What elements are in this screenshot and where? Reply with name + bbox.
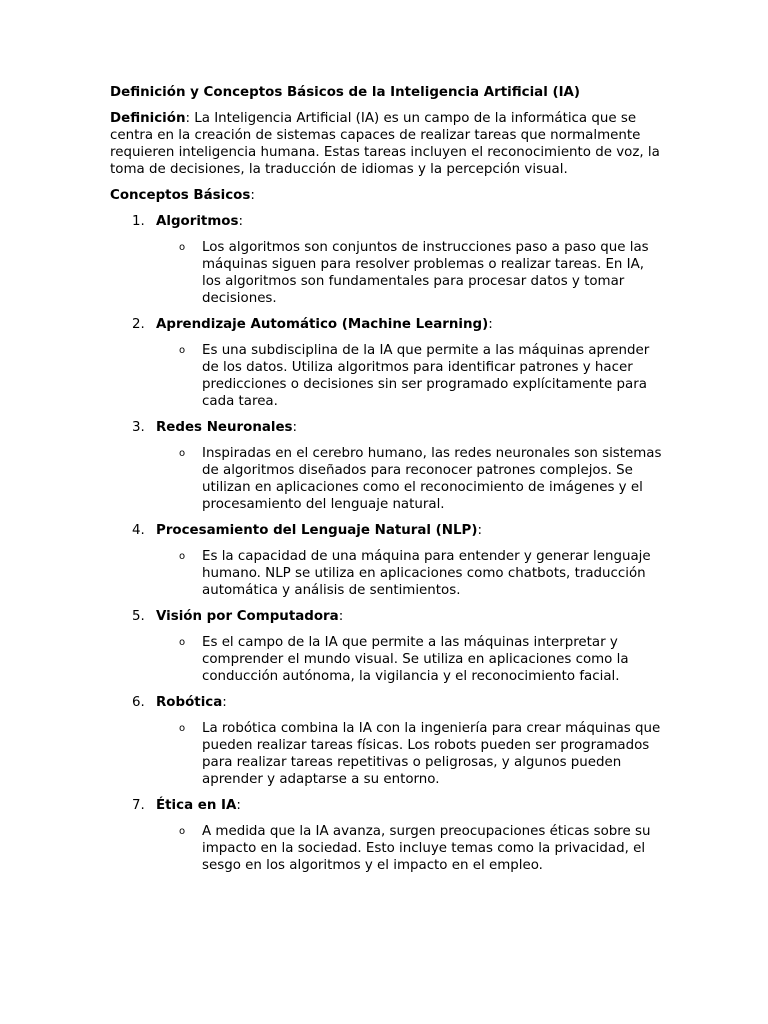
concept-description [110, 445, 662, 513]
concept-heading [110, 419, 662, 436]
definition-label: Definición [110, 111, 186, 126]
concept-description [110, 634, 662, 685]
document-title: Definición y Conceptos Básicos de la Inteligencia Artificial (IA) [110, 85, 581, 100]
bullet-icon: o [179, 551, 186, 562]
concept-item [110, 522, 662, 599]
bullet-icon: o [179, 826, 186, 837]
concept-colon: : [477, 523, 482, 538]
concept-description-text: Inspiradas en el cerebro humano, las redes neuronales son sistemas de algoritmos diseñados para reconocer patrones complejos. Se utilizan en aplicaciones como el reconocimiento de imágenes y el procesamiento del lenguaje natural. [202, 446, 662, 512]
concept-colon: : [292, 420, 298, 435]
concept-description-text: Es el campo de la IA que permite a las máquinas interpretar y comprender el mundo visual. Se utiliza en aplicaciones como la conducción autónoma, la vigilancia y el reconocimiento facial. [202, 635, 629, 684]
concept-name: Redes Neuronales [156, 420, 293, 435]
concept-heading [110, 213, 662, 230]
concept-heading [110, 522, 662, 539]
concept-colon: : [236, 798, 241, 813]
concept-description-text: Es una subdisciplina de la IA que permite a las máquinas aprender de los datos. Utiliza algoritmos para identificar patrones y hacer predicciones o decisiones sin ser programado explícitamente para cada tarea. [202, 343, 650, 409]
concepts-heading-colon: : [250, 188, 255, 203]
bullet-icon: o [179, 723, 186, 734]
concept-name: Aprendizaje Automático (Machine Learning) [156, 317, 489, 332]
concept-item [110, 797, 662, 874]
concept-colon: : [238, 214, 243, 229]
concept-colon: : [222, 695, 227, 710]
definition-paragraph [110, 110, 662, 178]
concept-name: Ética en IA [156, 798, 237, 813]
concept-name: Procesamiento del Lenguaje Natural (NLP) [156, 523, 478, 538]
concept-description-text: A medida que la IA avanza, surgen preocupaciones éticas sobre su impacto en la sociedad. Esto incluye temas como la privacidad, el sesgo en los algoritmos y el impacto en el empleo. [202, 824, 651, 873]
concept-heading [110, 316, 662, 333]
concept-colon: : [488, 317, 493, 332]
bullet-icon: o [179, 242, 186, 253]
concept-number: 6. [132, 695, 145, 710]
concept-description [110, 239, 662, 307]
concept-number: 3. [132, 420, 145, 435]
concepts-heading [110, 187, 662, 204]
concept-number: 5. [132, 609, 145, 624]
bullet-icon: o [179, 345, 186, 356]
concept-item [110, 608, 662, 685]
concept-item [110, 694, 662, 788]
concept-description [110, 720, 662, 788]
concept-heading [110, 694, 662, 711]
concept-description [110, 342, 662, 410]
concept-number: 7. [132, 798, 145, 813]
definition-text: La Inteligencia Artificial (IA) es un campo de la informática que se centra en la creación de sistemas capaces de realizar tareas que normalmente requieren inteligencia humana. Estas tareas incluyen el reconocimiento de voz, la toma de decisiones, la traducción de idiomas y la percepción visual. [110, 111, 660, 177]
concept-number: 2. [132, 317, 145, 332]
concept-item [110, 419, 662, 513]
concept-name: Robótica [156, 695, 223, 710]
definition-colon: : [185, 111, 191, 126]
concepts-heading-label: Conceptos Básicos [110, 188, 251, 203]
concept-description-text: La robótica combina la IA con la ingeniería para crear máquinas que pueden realizar tareas físicas. Los robots pueden ser programados para realizar tareas repetitivas o peligrosas, y algunos pueden aprender y adaptarse a su entorno. [202, 721, 661, 787]
concept-number: 4. [132, 523, 145, 538]
concept-description [110, 548, 662, 599]
concepts-list [110, 213, 662, 874]
concept-description-text: Es la capacidad de una máquina para entender y generar lenguaje humano. NLP se utiliza en aplicaciones como chatbots, traducción automática y análisis de sentimientos. [202, 549, 651, 598]
bullet-icon: o [179, 637, 186, 648]
concept-name: Visión por Computadora [156, 609, 339, 624]
concept-item [110, 316, 662, 410]
concept-heading [110, 797, 662, 814]
concept-heading [110, 608, 662, 625]
concept-number: 1. [132, 214, 145, 229]
document-page [110, 84, 662, 883]
concept-description [110, 823, 662, 874]
bullet-icon: o [179, 448, 186, 459]
concept-name: Algoritmos [156, 214, 239, 229]
concept-item [110, 213, 662, 307]
concept-description-text: Los algoritmos son conjuntos de instrucciones paso a paso que las máquinas siguen para resolver problemas o realizar tareas. En IA, los algoritmos son fundamentales para procesar datos y tomar decisiones. [202, 240, 649, 306]
concept-colon: : [338, 609, 344, 624]
